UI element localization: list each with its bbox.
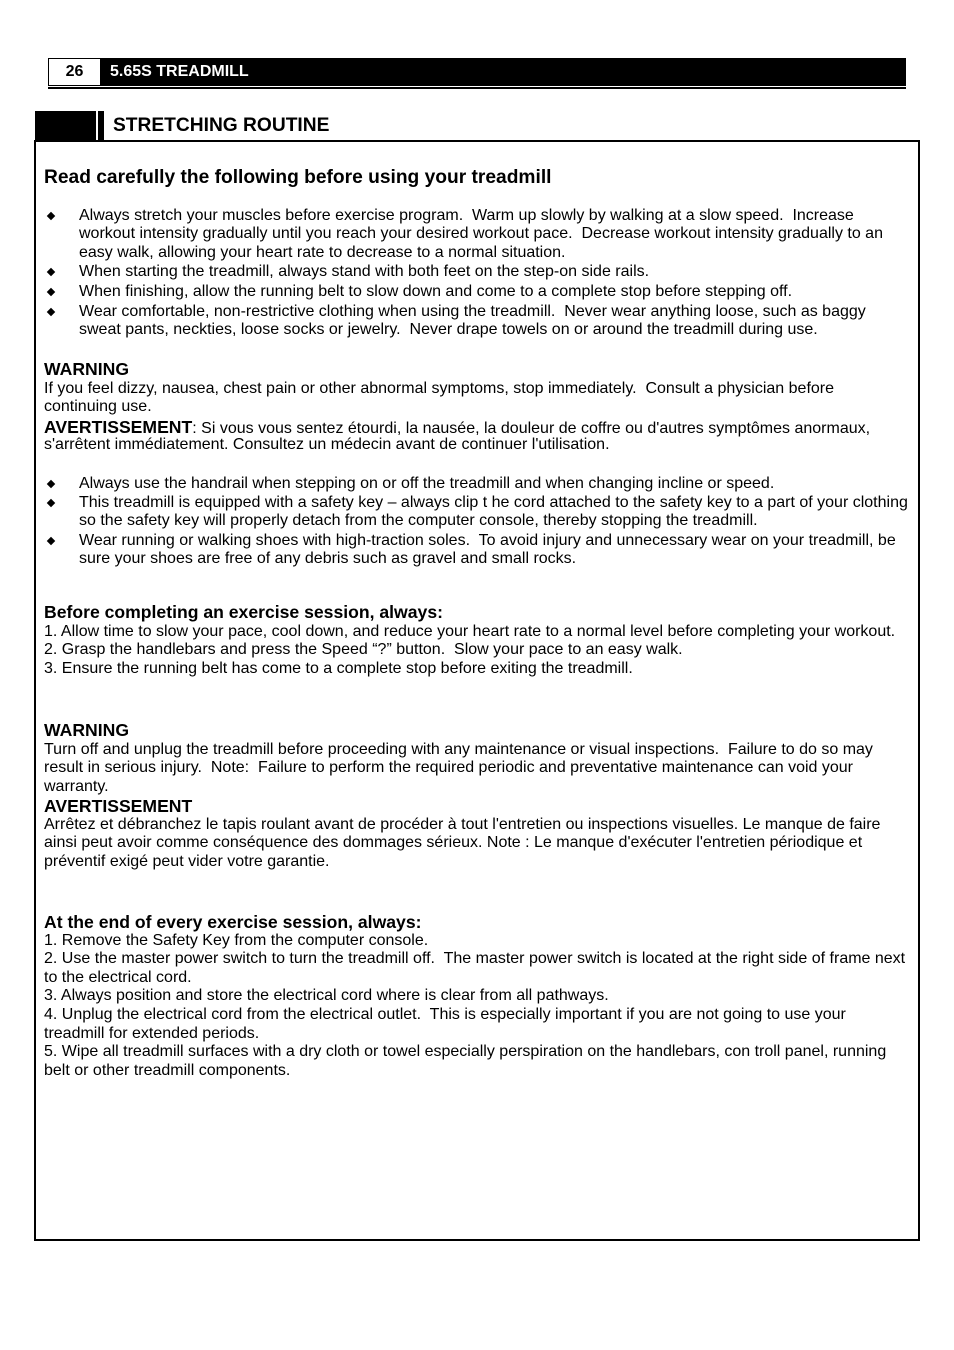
bullet-text-line: workout intensity gradually until you reach your desired workout pace. Decrease workout intensity gradually to an [79,225,883,243]
avertissement-text-line: ainsi peut avoir comme conséquence des dommages sérieux. Note : Le manque d'exécuter l'entretien périodique et [44,834,863,852]
bullet-text-line: Wear comfortable, non-restrictive clothing when using the treadmill. Never wear anything loose, such as baggy [79,302,866,320]
avertissement-text-line: s'arrêtent immédiatement. Consultez un médecin avant de continuer l'utilisation. [44,436,610,454]
manual-title-bar [101,58,906,86]
avertissement-text-line [44,418,870,437]
warning-text-line: result in serious injury. Note: Failure to perform the required periodic and preventative maintenance can void your [44,759,854,777]
warning-label: WARNING [44,720,130,740]
end-of-session-steps [44,932,905,1081]
bullet-text-line: Always use the handrail when stepping on or off the treadmill and when changing incline or speed. [79,474,775,492]
step-text-line: to the electrical cord. [44,968,192,986]
bullet-text [79,207,883,263]
step-item [44,987,905,1006]
step-item [44,1043,905,1080]
bullet-text-line: Wear running or walking shoes with high-traction soles. To avoid injury and unnecessary wear on your treadmill, be [79,531,896,549]
header-rule [48,87,906,89]
before-completing-heading: Before completing an exercise session, always: [44,602,443,622]
page-number: 26 [48,58,101,86]
step-item [44,950,905,987]
bullet-text-line: When starting the treadmill, always stand with both feet on the step-on side rails. [79,262,650,280]
intro-heading: Read carefully the following before using your treadmill [44,167,552,188]
warning-text-line: If you feel dizzy, nausea, chest pain or other abnormal symptoms, stop immediately. Consult a physician before [44,379,835,397]
step-text-line: 3. Always position and store the electrical cord where is clear from all pathways. [44,987,609,1005]
before-completing-steps [44,623,895,679]
warning-text [44,380,834,417]
diamond-bullet-icon [47,288,55,296]
bullet-text-line: sure your shoes are free of any debris such as gravel and small rocks. [79,550,577,568]
diamond-bullet-icon [47,212,55,220]
avertissement-label: AVERTISSEMENT [44,416,193,437]
diamond-bullet-icon [47,268,55,276]
bullet-text-line: sweat pants, neckties, loose socks or jewelry. Never drape towels on or around the treadmill during use. [79,321,818,339]
step-item: 3. Ensure the running belt has come to a complete stop before exiting the treadmill. [44,659,633,677]
diamond-bullet-icon [47,537,55,545]
bullet-item [48,532,896,569]
diamond-bullet-icon [47,480,55,488]
bullet-text [79,283,792,302]
bullet-item [48,475,774,494]
bullet-item [48,263,649,282]
step-item [44,932,905,951]
bullet-text-line: This treadmill is equipped with a safety key – always clip t he cord attached to the safety key to a part of your clothing [79,493,908,511]
avertissement-text-segment: : Si vous vous sentez étourdi, la nausée, la douleur de coffre ou d'autres symptômes anormaux, [192,419,871,437]
warning-text [44,741,873,797]
step-text-line: 2. Use the master power switch to turn the treadmill off. The master power switch is located at the right side of frame next [44,950,906,968]
avertissement-text-line: Arrêtez et débranchez le tapis roulant avant de procéder à tout l'entretien ou inspections visuelles. Le manque de faire [44,815,881,833]
warning-label: WARNING [44,359,130,379]
step-text-line: 5. Wipe all treadmill surfaces with a dry cloth or towel especially perspiration on the handlebars, con troll panel, running [44,1043,887,1061]
avertissement-text-line: préventif exigé peut vider votre garantie. [44,852,330,870]
bullet-text [79,263,649,282]
step-text-line: 1. Remove the Safety Key from the computer console. [44,931,429,949]
warning-text-line: Turn off and unplug the treadmill before proceeding with any maintenance or visual inspections. Failure to do so may [44,740,873,758]
bullet-text-line: so the safety key will properly detach from the computer console, thereby stopping the treadmill. [79,512,758,530]
section-tab-marker [35,111,96,140]
diamond-bullet-icon [47,499,55,507]
bullet-item [48,494,908,531]
avertissement-text [44,816,880,872]
bullet-text-line: When finishing, allow the running belt to slow down and come to a complete stop before stepping off. [79,282,793,300]
warning-text-line: warranty. [44,777,109,795]
avertissement-label: AVERTISSEMENT [44,796,193,816]
step-text-line: belt or other treadmill components. [44,1061,291,1079]
bullet-text-line: Always stretch your muscles before exercise program. Warm up slowly by walking at a slow speed. Increase [79,206,854,224]
end-of-session-heading: At the end of every exercise session, always: [44,912,422,932]
avertissement-text [44,418,870,455]
bullet-item [48,207,883,263]
step-item [44,1006,905,1043]
bullet-text [79,303,866,340]
bullet-text-line: easy walk, allowing your heart rate to decrease to a normal situation. [79,243,566,261]
step-text-line: treadmill for extended periods. [44,1024,260,1042]
section-title: STRETCHING ROUTINE [113,115,330,136]
content-box [34,140,920,1241]
section-tab-marker-edge [98,111,104,140]
warning-text-line: continuing use. [44,398,152,416]
step-item: 1. Allow time to slow your pace, cool down, and reduce your heart rate to a normal level before completing your workout. [44,622,896,640]
bullet-text [79,475,774,494]
bullet-text [79,494,908,531]
bullet-item [48,303,866,340]
bullet-text [79,532,896,569]
diamond-bullet-icon [47,308,55,316]
manual-title: 5.65S TREADMILL [110,63,249,80]
step-text-line: 4. Unplug the electrical cord from the electrical outlet. This is especially important if you are not going to use your [44,1006,846,1024]
bullet-item [48,283,792,302]
step-item: 2. Grasp the handlebars and press the Speed “?” button. Slow your pace to an easy walk. [44,641,683,659]
